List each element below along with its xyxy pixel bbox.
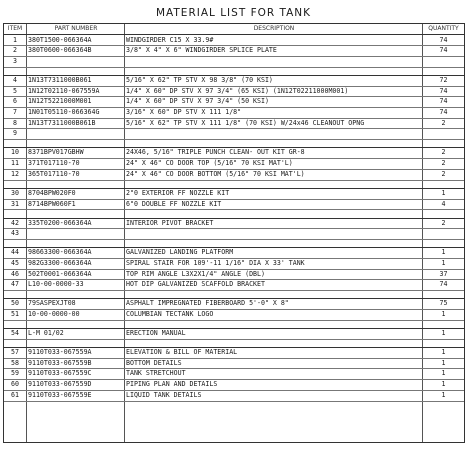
column-header-part-number: PART NUMBER <box>54 25 98 32</box>
description-cell: 2"0 EXTERIOR FF NOZZLE KIT <box>126 188 230 197</box>
item-number-cell: 6 <box>13 97 17 106</box>
item-number-cell: 60 <box>11 380 19 389</box>
description-cell: PIPING PLAN AND DETAILS <box>126 380 218 389</box>
row-divider <box>4 228 464 229</box>
item-number-cell: 8 <box>13 118 17 127</box>
quantity-cell: 1 <box>441 390 446 399</box>
item-number-cell: 59 <box>11 369 19 378</box>
description-cell: 5/16" X 62" TP STV X 98 3/8" (70 KSI) <box>126 75 273 84</box>
description-cell: TOP RIM ANGLE L3X2X1/4" ANGLE (DBL) <box>126 269 265 278</box>
description-cell: 5/16" X 62" TP STV X 111 1/8" (70 KSI) W/24x46 CLEANOUT OPNG <box>126 118 365 127</box>
item-number-cell: 7 <box>13 108 17 116</box>
part-number-cell: 8371BPV017GBHW <box>28 148 84 157</box>
part-number-cell: 9110T033-067559A <box>28 348 92 356</box>
item-number-cell: 43 <box>11 229 19 238</box>
description-cell: ASPHALT IMPREGNATED FIBERBOARD 5'-0" X 8" <box>126 299 289 308</box>
part-number-cell: 371T017110-70 <box>28 159 80 168</box>
part-number-cell: 98663300-066364A <box>28 248 92 257</box>
column-header-quantity: QUANTITY <box>428 25 459 32</box>
quantity-cell: 74 <box>439 86 448 95</box>
part-number-cell: 365T017110-70 <box>28 169 80 178</box>
part-number-cell: 9110T033-067559E <box>28 390 92 399</box>
page-title: MATERIAL LIST FOR TANK <box>155 7 312 19</box>
quantity-cell: 2 <box>441 118 446 127</box>
item-number-cell: 51 <box>11 310 19 318</box>
description-cell: INTERIOR PIVOT BRACKET <box>126 218 214 227</box>
part-number-cell: 1N01T05110-066364G <box>28 108 100 116</box>
quantity-cell: 1 <box>441 348 446 356</box>
part-number-cell: L10-00-0000-33 <box>28 280 84 289</box>
quantity-cell: 74 <box>439 35 448 44</box>
quantity-cell: 74 <box>439 97 448 106</box>
quantity-cell: 2 <box>441 169 446 178</box>
description-cell: TANK STRETCHOUT <box>126 369 186 378</box>
item-number-cell: 54 <box>11 329 19 337</box>
item-number-cell: 11 <box>11 159 19 168</box>
quantity-cell: 2 <box>441 218 446 227</box>
item-number-cell: 44 <box>11 248 19 257</box>
item-number-cell: 30 <box>11 188 19 197</box>
quantity-cell: 1 <box>441 369 446 378</box>
description-cell: 1/4" X 60" DP STV X 97 3/4" (50 KSI) <box>126 97 269 106</box>
column-header-item: ITEM <box>7 25 23 32</box>
quantity-cell: 2 <box>441 159 446 168</box>
item-number-cell: 50 <box>11 299 19 308</box>
material-list-table <box>3 23 465 443</box>
quantity-cell: 74 <box>439 108 448 116</box>
part-number-cell: 9110T033-067559B <box>28 358 92 367</box>
description-cell: COLUMBIAN TECTANK LOGO <box>126 310 214 318</box>
part-number-cell: 380T0600-066364B <box>28 46 92 55</box>
item-number-cell: 61 <box>11 390 19 399</box>
part-number-cell: 1N12T02110-067559A <box>28 86 100 95</box>
part-number-cell: 335T0200-066364A <box>28 218 92 227</box>
item-number-cell: 1 <box>13 35 17 44</box>
description-cell: ERECTION MANUAL <box>126 329 186 337</box>
description-cell: WINDGIRDER C15 X 33.9# <box>126 35 214 44</box>
description-cell: HOT DIP GALVANIZED SCAFFOLD BRACKET <box>126 280 265 289</box>
row-divider <box>4 67 464 68</box>
item-number-cell: 31 <box>11 199 19 208</box>
item-number-cell: 57 <box>11 348 19 356</box>
part-number-cell: 8704BPW020F0 <box>28 188 76 197</box>
row-divider <box>4 339 464 340</box>
item-number-cell: 42 <box>11 218 19 227</box>
item-number-cell: 12 <box>11 169 19 178</box>
row-divider <box>4 290 464 291</box>
row-divider <box>4 401 464 402</box>
part-number-cell: L-M 01/02 <box>28 329 64 337</box>
quantity-cell: 75 <box>439 299 448 308</box>
description-cell: 1/4" X 60" DP STV X 97 3/4" (65 KSI) (1N12T02211000M001) <box>126 86 349 95</box>
description-cell: 24" X 46" CO DOOR TOP (5/16" 70 KSI MAT'L) <box>126 159 293 168</box>
part-number-cell: 1N13T7311000B061B <box>28 118 96 127</box>
description-cell: 3/8" X 4" X 6" WINDGIRDER SPLICE PLATE <box>126 46 277 55</box>
quantity-cell: 74 <box>439 46 448 55</box>
part-number-cell: 982G3300-066364A <box>28 258 92 267</box>
part-number-cell: 1N12T5221000M001 <box>28 97 92 106</box>
quantity-cell: 1 <box>441 329 446 337</box>
item-number-cell: 2 <box>13 46 17 55</box>
item-number-cell: 9 <box>13 129 17 138</box>
quantity-cell: 1 <box>441 358 446 367</box>
row-divider <box>4 239 464 240</box>
item-number-cell: 3 <box>13 56 17 65</box>
item-number-cell: 4 <box>13 75 17 84</box>
item-number-cell: 10 <box>11 148 19 157</box>
description-cell: BOTTOM DETAILS <box>126 358 182 367</box>
quantity-cell: 74 <box>439 280 448 289</box>
part-number-cell: 79SASPEXJT08 <box>28 299 76 308</box>
item-number-cell: 5 <box>13 86 17 95</box>
description-cell: LIQUID TANK DETAILS <box>126 390 202 399</box>
quantity-cell: 1 <box>441 258 446 267</box>
row-divider <box>4 320 464 321</box>
item-number-cell: 46 <box>11 269 19 278</box>
description-cell: 3/16" X 60" DP STV X 111 1/8" <box>126 108 242 116</box>
part-number-cell: 502T0001-066364A <box>28 269 92 278</box>
quantity-cell: 1 <box>441 380 446 389</box>
quantity-cell: 1 <box>441 248 446 257</box>
row-divider <box>4 128 464 129</box>
description-cell: 24X46, 5/16" TRIPLE PUNCH CLEAN- OUT KIT GR-8 <box>126 148 305 157</box>
quantity-cell: 2 <box>441 148 446 157</box>
part-number-cell: 8714BPW060F1 <box>28 199 76 208</box>
column-header-description: DESCRIPTION <box>253 25 295 32</box>
description-cell: 6"0 DOUBLE FF NOZZLE KIT <box>126 199 222 208</box>
quantity-cell: 1 <box>441 310 446 318</box>
item-number-cell: 45 <box>11 258 19 267</box>
description-cell: GALVANIZED LANDING PLATFORM <box>126 248 234 257</box>
part-number-cell: 9110T033-067559C <box>28 369 92 378</box>
part-number-cell: 9110T033-067559D <box>28 380 92 389</box>
part-number-cell: 380T1500-066364A <box>28 35 92 44</box>
description-cell: SPIRAL STAIR FOR 109'-11 1/16" DIA X 33' TANK <box>126 258 305 267</box>
description-cell: ELEVATION & BILL OF MATERIAL <box>126 348 238 356</box>
part-number-cell: 1N13T7311000B061 <box>28 75 92 84</box>
part-number-cell: 10-00-0000-00 <box>28 310 80 318</box>
item-number-cell: 47 <box>11 280 19 289</box>
item-number-cell: 58 <box>11 358 19 367</box>
quantity-cell: 1 <box>441 188 446 197</box>
quantity-cell: 72 <box>439 75 448 84</box>
quantity-cell: 4 <box>441 199 446 208</box>
row-divider <box>4 139 464 140</box>
description-cell: 24" X 46" CO DOOR BOTTOM (5/16" 70 KSI MAT'L) <box>126 169 305 178</box>
row-divider <box>4 209 464 210</box>
quantity-cell: 37 <box>439 269 448 278</box>
row-divider <box>4 56 464 57</box>
row-divider <box>4 180 464 181</box>
